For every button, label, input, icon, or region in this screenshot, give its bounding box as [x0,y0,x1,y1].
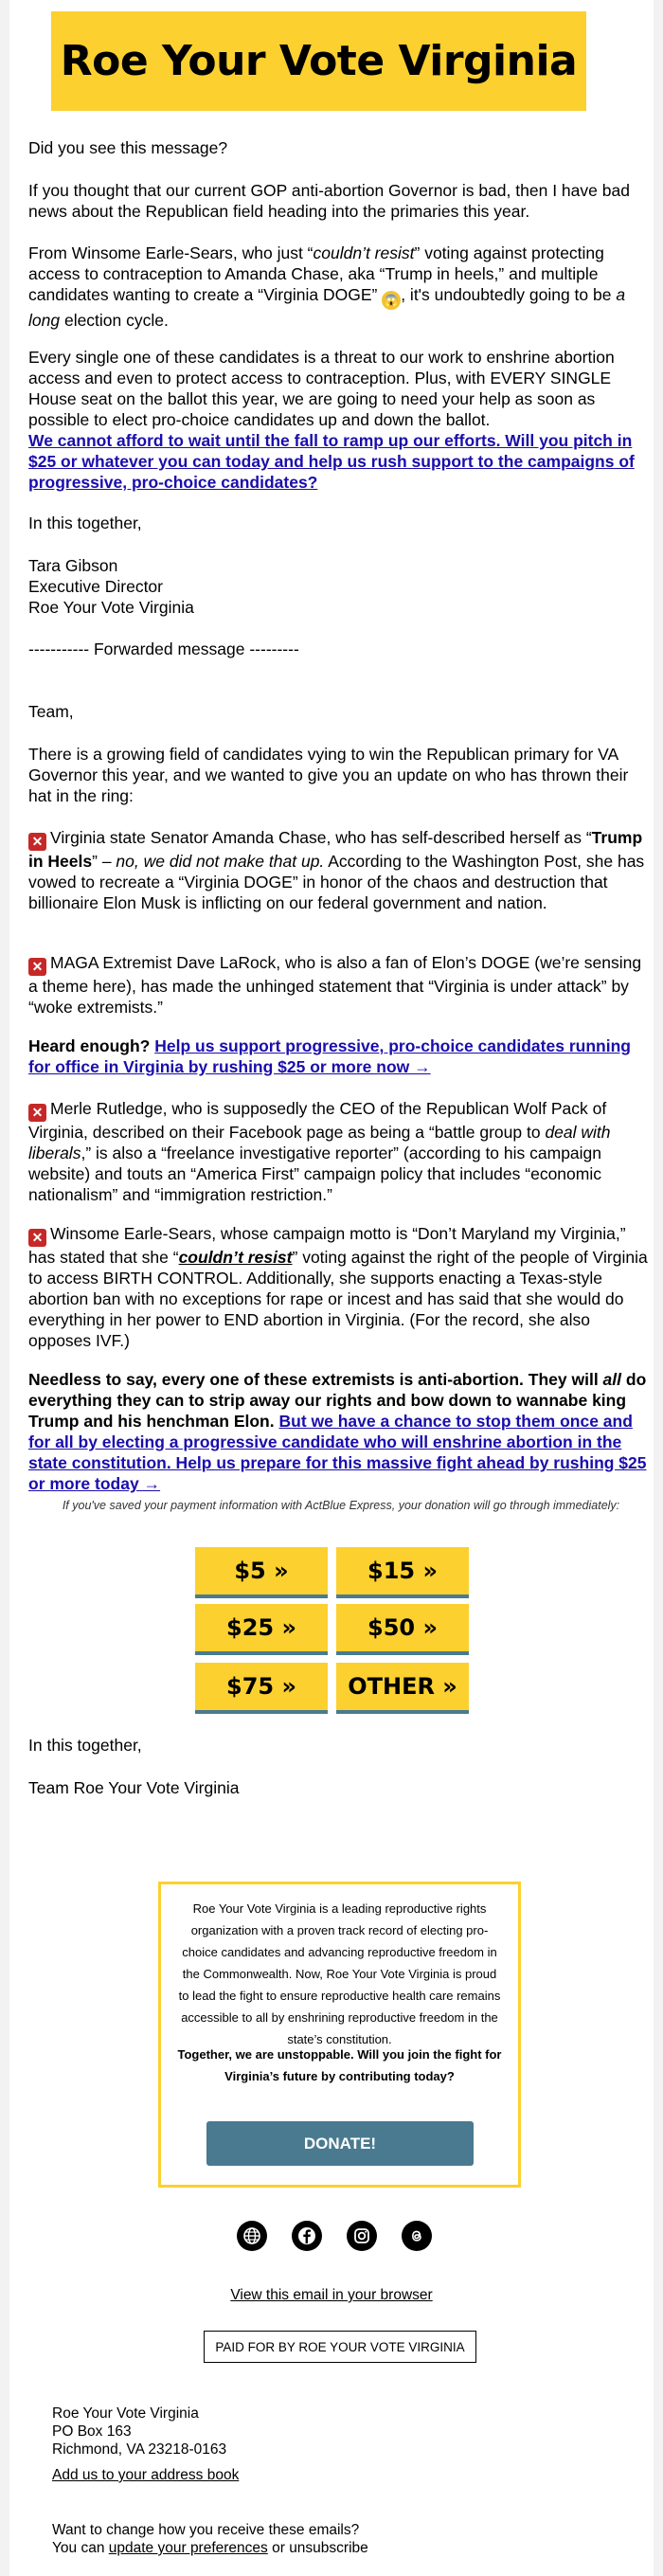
about-description: Roe Your Vote Virginia is a leading reproductive rights organization with a proven track record of electing pro-choice candidates and advancing reproductive freedom in the Commonwealth. Now, Roe Your Vote Virginia is proud to lead the fight to ensure reproductive health care remains accessible to all by enshrining reproductive freedom in the state’s constitution. [178,1901,501,2046]
donate-button[interactable]: DONATE! [206,2121,474,2166]
add-to-address-book-link[interactable]: Add us to your address book [52,2467,240,2483]
view-in-browser-link[interactable]: View this email in your browser [230,2287,433,2303]
red-x-icon: ✕ [28,958,46,976]
about-cta: Together, we are unstoppable. Will you join the fight for Virginia’s future by contributing today? [177,2047,502,2083]
donate-15-button[interactable]: $15 » [336,1547,469,1598]
actblue-note: If you've saved your payment information with ActBlue Express, your donation will go through immediately: [62,1499,620,1512]
red-x-icon: ✕ [28,1104,46,1122]
forwarded-divider: ----------- Forwarded message --------- [28,639,299,658]
candidate-chase: ✕ Virginia state Senator Amanda Chase, who has self-described herself as “Trump in Heels” – no, we did not make that up. According to the Washington Post, she has vowed to recreate a “Virginia DOGE” in honor of the chaos and destruction that billionaire Elon Musk is inflicting on our federal government and nation. [28,828,645,912]
signature-org: Roe Your Vote Virginia [28,598,194,617]
intro-paragraph: If you thought that our current GOP anti-abortion Governor is bad, then I have bad news about the Republican field heading into the primaries this year. [28,181,630,221]
intro-paragraph-threat: Every single one of these candidates is a threat to our work to enshrine abortion access and even to protect access to contraception. Plus, with EVERY SINGLE House seat on the ballot this year, we are going to need your help as soon as possible to elect pro-choice candidates up and down the ballot. [28,348,615,429]
header-banner [51,11,586,111]
donate-25-button[interactable]: $25 » [195,1604,328,1655]
donate-link-2[interactable]: Help us support progressive, pro-choice candidates running for office in Virginia by rushing $25 or more now → [28,1036,631,1076]
mailing-address: Roe Your Vote Virginia PO Box 163 Richmond, VA 23218-0163 [52,2405,227,2458]
address-book-wrap [52,2467,239,2484]
update-preferences-link[interactable]: update your preferences [108,2540,268,2556]
closing-signoff: In this together, [28,1736,142,1755]
donate-50-button[interactable]: $50 » [336,1604,469,1655]
heard-enough: Heard enough? Help us support progressive, pro-choice candidates running for office in Virginia by rushing $25 or more now → [28,1036,631,1076]
red-x-icon: ✕ [28,833,46,851]
intro-paragraph-candidates: From Winsome Earle-Sears, who just “couldn’t resist” voting against protecting access to contraception to Amanda Chase, aka “Trump in heels,” and multiple candidates wanting to create a “Virginia DOGE” 😱 , it's undoubtedly going to be a long election cycle. [28,243,626,330]
signature-title: Executive Director [28,577,163,596]
donate-link-1-wrap [28,430,654,493]
needless-paragraph: Needless to say, every one of these extremists is anti-abortion. They will all do everything they can to strip away our rights and bow down to wannabe king Trump and his henchman Elon. But we have a chance to stop them once and for all by electing a progressive candidate who will enshrine abortion in the state constitution. Help us prepare for this massive fight ahead by rushing $25 or more today → [28,1370,647,1493]
forward-greeting: Team, [28,702,74,721]
signature-name: Tara Gibson [28,556,118,575]
signature [28,555,654,618]
intro-question: Did you see this message? [28,138,228,157]
banner-title: Roe Your Vote Virginia [60,37,578,85]
email-body [9,0,654,2576]
forward-intro: There is a growing field of candidates vying to win the Republican primary for VA Governor this year, and we wanted to give you an update on who has thrown their hat in the ring: [28,745,629,805]
paid-for-by: PAID FOR BY ROE YOUR VOTE VIRGINIA [204,2331,476,2363]
donate-link-1[interactable]: We cannot afford to wait until the fall to ramp up our efforts. Will you pitch in $25 or whatever you can today and help us rush support to the campaigns of progressive, pro-choice candidates? [28,431,635,492]
donate-link-3[interactable]: But we have a chance to stop them once and for all by electing a progressive candidate who will enshrine abortion in the state constitution. Help us prepare for this massive fight ahead by rushing $25 or more today → [28,1412,647,1493]
instagram-icon[interactable] [347,2221,377,2251]
signoff: In this together, [28,513,142,532]
scream-emoji-icon: 😱 [382,291,401,310]
facebook-icon[interactable] [292,2221,322,2251]
donate-other-button[interactable]: OTHER » [336,1663,469,1714]
donate-5-button[interactable]: $5 » [195,1547,328,1598]
globe-icon[interactable] [237,2221,267,2251]
donate-75-button[interactable]: $75 » [195,1663,328,1714]
candidate-larock: ✕ MAGA Extremist Dave LaRock, who is also a fan of Elon’s DOGE (we’re sensing a theme here), has made the unhinged statement that “Virginia is under attack” by “woke extremists.” [28,953,642,1017]
closing-team: Team Roe Your Vote Virginia [28,1778,240,1797]
about-box [158,1882,521,2188]
red-x-icon: ✕ [28,1229,46,1247]
preferences: Want to change how you receive these emails? You can update your preferences or unsubscribe [52,2522,368,2556]
candidate-rutledge: ✕ Merle Rutledge, who is supposedly the CEO of the Republican Wolf Pack of Virginia, described on their Facebook page as being a “battle group to deal with liberals,” is also a “freelance investigative reporter” (according to his campaign website) and touts an “America First” campaign policy that includes “economic nationalism” and “immigration restriction.” [28,1099,611,1204]
threads-icon[interactable] [402,2221,432,2251]
view-in-browser-wrap [9,2287,654,2304]
candidate-earle-sears: ✕ Winsome Earle-Sears, whose campaign motto is “Don’t Maryland my Virginia,” has stated that she “couldn’t resist” voting against the right of the people of Virginia to access BIRTH CONTROL. Additionally, she supports enacting a Texas-style abortion ban with no exceptions for rape or incest and has said that she would do everything in her power to END abortion in Virginia. (For the record, she also opposes IVF.) [28,1224,648,1350]
